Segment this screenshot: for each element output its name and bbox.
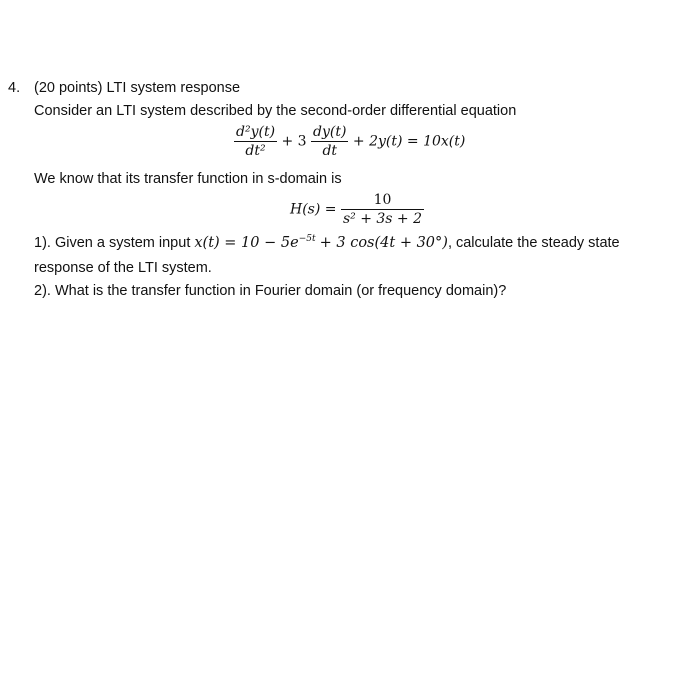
- transfer-function: [290, 191, 424, 228]
- transfer-function-denominator: s² + 3s + 2: [342, 211, 423, 227]
- second-derivative-numerator: d²y(t): [236, 124, 276, 140]
- question-1-continued: response of the LTI system.: [34, 260, 212, 276]
- equation-remainder: + 2y(t) = 10x(t): [352, 133, 466, 150]
- transfer-function-lhs: H(s) =: [290, 201, 337, 218]
- transfer-function-intro: We know that its transfer function in s-domain is: [34, 171, 342, 187]
- input-signal-exponent: −5t: [298, 234, 316, 244]
- first-derivative-coefficient: + 3: [281, 133, 307, 150]
- question-2: 2). What is the transfer function in Fourier domain (or frequency domain)?: [34, 283, 507, 299]
- question-1: [34, 235, 620, 251]
- input-signal-rest: + 3 cos(4t + 30°): [319, 235, 448, 251]
- question-1-suffix: , calculate the steady state: [447, 235, 620, 251]
- second-derivative-fraction: [234, 123, 277, 160]
- second-derivative-denominator: dt²: [234, 141, 277, 160]
- problem-number: 4.: [8, 80, 21, 96]
- input-signal-lhs: x(t) = 10 − 5e: [194, 235, 299, 251]
- transfer-function-numerator: 10: [373, 192, 392, 208]
- problem-title: (20 points) LTI system response: [34, 80, 241, 96]
- first-derivative-numerator: dy(t): [313, 124, 347, 140]
- first-derivative-fraction: [311, 123, 348, 160]
- problem-intro: Consider an LTI system described by the second-order differential equation: [34, 103, 517, 119]
- differential-equation: [234, 123, 465, 160]
- transfer-function-fraction: [341, 191, 424, 228]
- question-1-prefix: 1). Given a system input: [34, 235, 191, 251]
- first-derivative-denominator: dt: [311, 141, 348, 160]
